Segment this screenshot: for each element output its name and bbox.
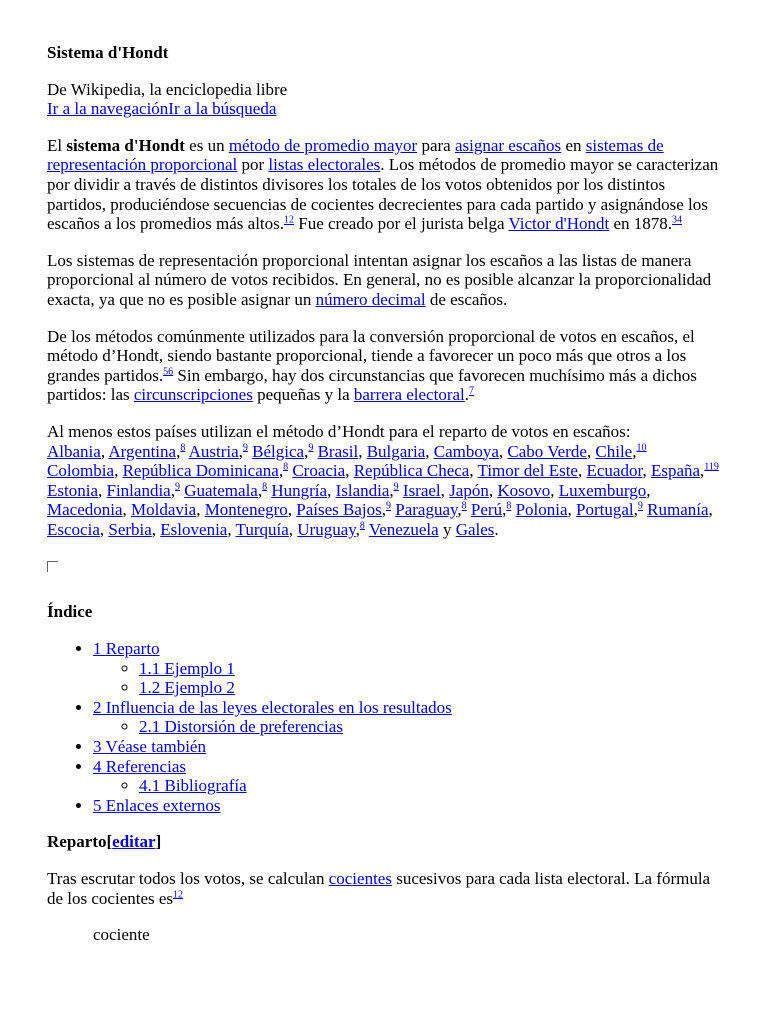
country-link[interactable]: Argentina — [108, 441, 177, 461]
country-link[interactable]: Macedonia — [47, 500, 123, 520]
section-heading-reparto: Reparto[editar] — [47, 832, 162, 852]
country-link[interactable]: República Dominicana — [122, 461, 279, 481]
country-link[interactable]: Israel — [402, 480, 441, 500]
country-link[interactable]: Moldavia — [131, 500, 197, 520]
country-link[interactable]: Luxemburgo — [558, 480, 647, 500]
country-link[interactable]: Escocia — [47, 519, 100, 539]
citation-link[interactable]: 9 — [393, 481, 399, 493]
skip-to-search-link[interactable]: Ir a la búsqueda — [168, 99, 277, 119]
toc-subitem — [139, 678, 721, 698]
paragraph-reparto: Tras escrutar todos los votos, se calculan cocientes sucesivos para cada lista electoral. La fórmula de los cocientes es$^{12}$ — [47, 869, 711, 908]
country-link[interactable]: Guatemala — [184, 480, 258, 500]
country-link[interactable]: Polonia — [515, 500, 568, 520]
link-cocientes[interactable]: cocientes — [328, 869, 392, 888]
citation-link[interactable]: 8 — [283, 461, 289, 473]
toc-title: Índice — [47, 602, 93, 622]
toc-subitem — [139, 659, 721, 679]
country-link[interactable]: Croacia — [292, 461, 346, 481]
citation-link[interactable]: 9 — [386, 500, 392, 512]
toc-link-ejemplo-1[interactable]: 1.1 Ejemplo 1 — [139, 658, 235, 678]
toc-link-referencias[interactable]: 4 Referencias — [93, 756, 186, 776]
term-bold: sistema d'Hondt — [66, 135, 185, 155]
toc-link-influencia[interactable]: 2 Influencia de las leyes electorales en los resultados — [93, 697, 452, 717]
country-link[interactable]: Gales — [455, 519, 495, 539]
link-asignar-escanos[interactable]: asignar escaños — [454, 135, 562, 155]
country-link[interactable]: España — [650, 461, 701, 481]
country-link[interactable]: Timor del Este — [477, 461, 578, 481]
country-link[interactable]: Países Bajos — [296, 500, 382, 520]
link-listas-electorales[interactable]: listas electorales — [268, 155, 381, 175]
country-link[interactable]: Portugal — [576, 500, 634, 520]
link-metodo-promedio-mayor[interactable]: método de promedio mayor — [228, 135, 418, 155]
country-link[interactable]: Bulgaria — [366, 441, 426, 461]
edit-section-link[interactable]: editar — [112, 832, 156, 852]
citation-link[interactable]: 9 — [637, 500, 643, 512]
country-link[interactable]: Japón — [449, 480, 489, 500]
country-link[interactable]: Colombia — [47, 461, 115, 481]
skip-to-navigation-link[interactable]: Ir a la navegación — [47, 99, 169, 119]
toc-link-ejemplo-2[interactable]: 1.2 Ejemplo 2 — [139, 678, 235, 698]
citation-link[interactable]: 10 — [636, 441, 647, 453]
citation-link[interactable]: 8 — [180, 441, 186, 453]
country-link[interactable]: República Checa — [353, 461, 470, 481]
page-title: Sistema d'Hondt — [47, 43, 169, 62]
tagline: De Wikipedia, la enciclopedia libre — [47, 79, 288, 99]
intro-paragraph: El sistema d'Hondt es un método de promedio mayor para asignar escaños en sistemas de representación proporcional por listas electorales. Los métodos de promedio mayor se caracterizan por dividir a través de distintos divisores los totales de los votos obtenidos por los distintos partidos, produciéndose secuencias de cocientes decrecientes para cada partido y asignándose los escaños a los promedios más altos.$^{12}$ Fue creado por el jurista belga Victor d'Hondt en 1878.34 — [47, 135, 719, 234]
country-link[interactable]: Finlandia — [106, 480, 171, 500]
country-link[interactable]: Perú — [470, 500, 503, 520]
country-link[interactable]: Rumanía — [647, 500, 709, 520]
table-of-contents — [47, 639, 721, 815]
toc-item — [93, 796, 721, 816]
toc-item — [93, 639, 721, 698]
country-link[interactable]: Islandia — [335, 480, 390, 500]
link-sistemas-representacion[interactable]: sistemas de representación proporcional — [47, 135, 664, 175]
link-victor-dhondt[interactable]: Victor d'Hondt — [508, 214, 610, 234]
citation-link[interactable]: 8 — [506, 500, 512, 512]
country-link[interactable]: Paraguay — [395, 500, 458, 520]
citation-link[interactable]: 56 — [163, 366, 174, 378]
toc-link-bibliografia[interactable]: 4.1 Bibliografía — [139, 776, 247, 796]
paragraph-metodos: De los métodos comúnmente utilizados para la conversión proporcional de votos en escaños, el método d’Hondt, siendo bastante proporcional, tiende a favorecer un poco más que otros a los grandes partidos.$^{56}$ Sin embargo, hay dos circunstancias que favorecen muchísimo más a dichos partidos: las circunscripciones pequeñas y la barrera electoral.$^7$ — [47, 326, 697, 405]
country-link[interactable]: Bélgica — [252, 441, 305, 461]
link-barrera-electoral[interactable]: barrera electoral — [353, 385, 465, 405]
broken-image-icon — [47, 561, 58, 572]
citation-link[interactable]: 8 — [262, 481, 268, 493]
citation-link[interactable]: 9 — [242, 441, 248, 453]
country-link[interactable]: Ecuador — [586, 461, 643, 481]
toc-item — [93, 757, 721, 796]
country-link[interactable]: Serbia — [108, 519, 152, 539]
toc-subitem — [139, 717, 721, 737]
toc-subitem — [139, 776, 721, 796]
toc-link-distorsion[interactable]: 2.1 Distorsión de preferencias — [139, 717, 343, 737]
link-numero-decimal[interactable]: número decimal — [315, 289, 426, 309]
country-link[interactable]: Brasil — [317, 441, 359, 461]
citation-link[interactable]: 7 — [469, 385, 475, 397]
country-link[interactable]: Uruguay — [297, 519, 356, 539]
country-link[interactable]: Montenegro — [204, 500, 288, 520]
country-link[interactable]: Estonia — [47, 480, 98, 500]
formula-text: cociente — [93, 925, 150, 945]
citation-link[interactable]: 12 — [284, 214, 295, 226]
citation-link[interactable]: 9 — [308, 441, 314, 453]
country-link[interactable]: Eslovenia — [160, 519, 228, 539]
country-link[interactable]: Hungría — [271, 480, 328, 500]
citation-link[interactable]: 34 — [672, 214, 683, 226]
country-list: Albania, Argentina,$^8$ Austria,$^9$ Bélgica,$^9$ Brasil, Bulgaria, Camboya, Cabo Verde, Chile,$^{10}$ Colombia, República Dominicana,$^8$ Croacia, República Checa, Timor del Este, Ecuador, España,$^{119}$ Estonia, Finlandia,$^9$ Guatemala,$^8$ Hungría, Islandia,$^9$ Israel, Japón, Kosovo, Luxemburgo, Macedonia, Moldavia, Montenegro, Países Bajos,$^9$ Paraguay,$^8$ Perú,$^8$ Polonia, Portugal,$^9$ Rumanía, Escocia, Serbia, Eslovenia, Turquía, Uruguay,$^8$ Venezuela y Gales. — [47, 441, 719, 539]
toc-link-enlaces-externos[interactable]: 5 Enlaces externos — [93, 795, 221, 815]
citation-link[interactable]: 9 — [174, 481, 180, 493]
country-link[interactable]: Venezuela — [368, 519, 439, 539]
country-link[interactable]: Turquía — [235, 519, 289, 539]
country-link[interactable]: Chile — [595, 441, 633, 461]
citation-link[interactable]: 119 — [704, 461, 719, 473]
country-link[interactable]: Kosovo — [497, 480, 551, 500]
citation-link[interactable]: 8 — [461, 500, 467, 512]
paragraph-proporcional: Los sistemas de representación proporcional intentan asignar los escaños a las listas de manera proporcional al número de votos recibidos. En general, no es posible alcanzar la proporcionalidad exacta, ya que no es posible asignar un número decimal de escaños. — [47, 250, 712, 309]
country-link[interactable]: Austria — [188, 441, 239, 461]
paragraph-paises: Al menos estos países utilizan el método d’Hondt para el reparto de votos en escaños: Albania, Argentina,$^8$ Austria,$^9$ Bélgica,$^9$ Brasil, Bulgaria, Camboya, Cabo Verde, Chile,$^{10}$ Colombia, República Dominicana,$^8$ Croacia, República Checa, Timor del Este, Ecuador, España,$^{119}$ Estonia, Finlandia,$^9$ Guatemala,$^8$ Hungría, Islandia,$^9$ Israel, Japón, Kosovo, Luxemburgo, Macedonia, Moldavia, Montenegro, Países Bajos,$^9$ Paraguay,$^8$ Perú,$^8$ Polonia, Portugal,$^9$ Rumanía, Escocia, Serbia, Eslovenia, Turquía, Uruguay,$^8$ Venezuela y Gales. — [47, 421, 719, 539]
toc-item — [93, 737, 721, 757]
country-link[interactable]: Camboya — [433, 441, 499, 461]
toc-link-reparto[interactable]: 1 Reparto — [93, 639, 160, 659]
toc-link-vease-tambien[interactable]: 3 Véase también — [93, 737, 206, 757]
link-circunscripciones[interactable]: circunscripciones — [133, 385, 253, 405]
country-link[interactable]: Cabo Verde — [507, 441, 587, 461]
toc-item — [93, 698, 721, 737]
country-link[interactable]: Albania — [47, 441, 101, 461]
skip-links — [47, 99, 721, 119]
citation-link[interactable]: 8 — [359, 520, 365, 532]
citation-link[interactable]: 12 — [173, 888, 184, 900]
